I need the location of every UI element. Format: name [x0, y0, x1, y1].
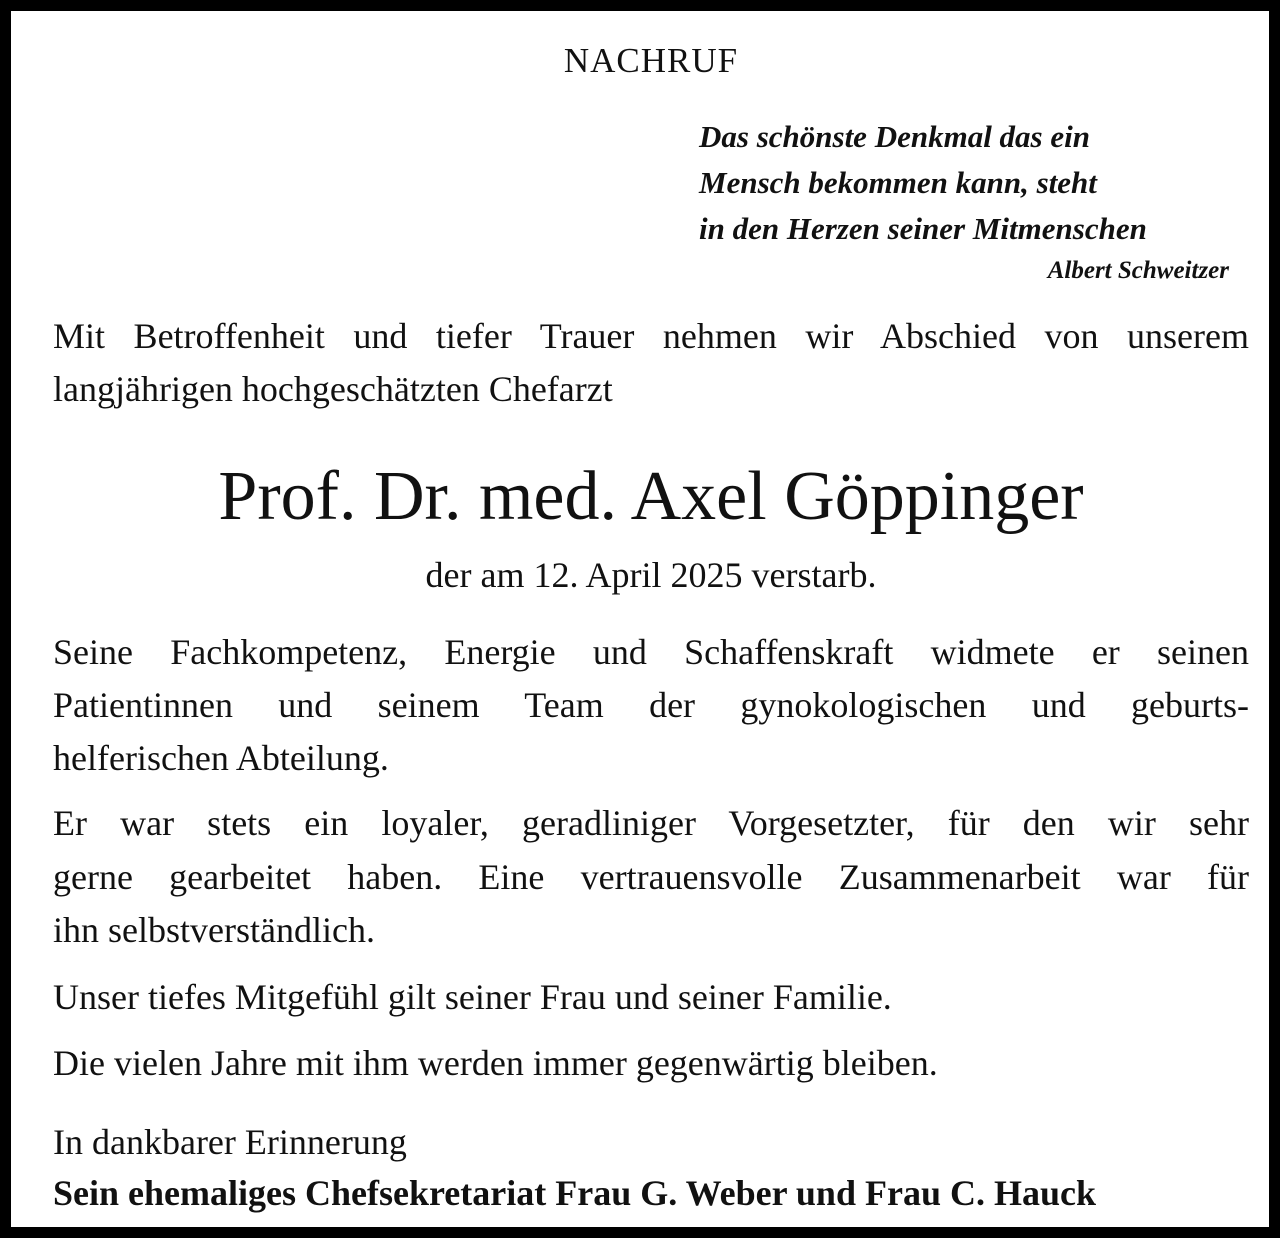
notice-heading: NACHRUF [563, 41, 739, 80]
intro-line-1: Mit Betroffenheit und tiefer Trauer nehmen wir Abschied von unserem [53, 316, 1249, 356]
death-date-line: der am 12. April 2025 verstarb. [425, 555, 877, 595]
paragraph-1-line-3: helferischen Abteilung. [53, 738, 389, 778]
quote-author: Albert Schweitzer [1047, 257, 1229, 284]
quote-line-1: Das schönste Denkmal das ein [699, 119, 1090, 154]
paragraph-3: Unser tiefes Mitgefühl gilt seiner Frau und seiner Familie. [53, 977, 892, 1017]
paragraph-1-line-2: Patientinnen und seinem Team der gynokologischen und geburts- [53, 685, 1249, 725]
quote-line-2: Mensch bekommen kann, steht [699, 165, 1097, 200]
closing-line: In dankbarer Erinnerung [53, 1122, 407, 1162]
paragraph-1-line-1: Seine Fachkompetenz, Energie und Schaffenskraft widmete er seinen [53, 632, 1249, 672]
deceased-name: Prof. Dr. med. Axel Göppinger [218, 458, 1084, 535]
paragraph-2-line-3: ihn selbstverständlich. [53, 910, 375, 950]
signature: Sein ehemaliges Chefsekretariat Frau G. Weber und Frau C. Hauck [53, 1173, 1096, 1213]
quote-line-3: in den Herzen seiner Mitmenschen [699, 211, 1147, 246]
paragraph-4: Die vielen Jahre mit ihm werden immer gegenwärtig bleiben. [53, 1043, 938, 1083]
intro-line-2: langjährigen hochgeschätzten Chefarzt [53, 369, 613, 409]
paragraph-2-line-1: Er war stets ein loyaler, geradliniger Vorgesetzter, für den wir sehr [53, 803, 1249, 843]
paragraph-2-line-2: gerne gearbeitet haben. Eine vertrauensvolle Zusammenarbeit war für [53, 857, 1249, 897]
